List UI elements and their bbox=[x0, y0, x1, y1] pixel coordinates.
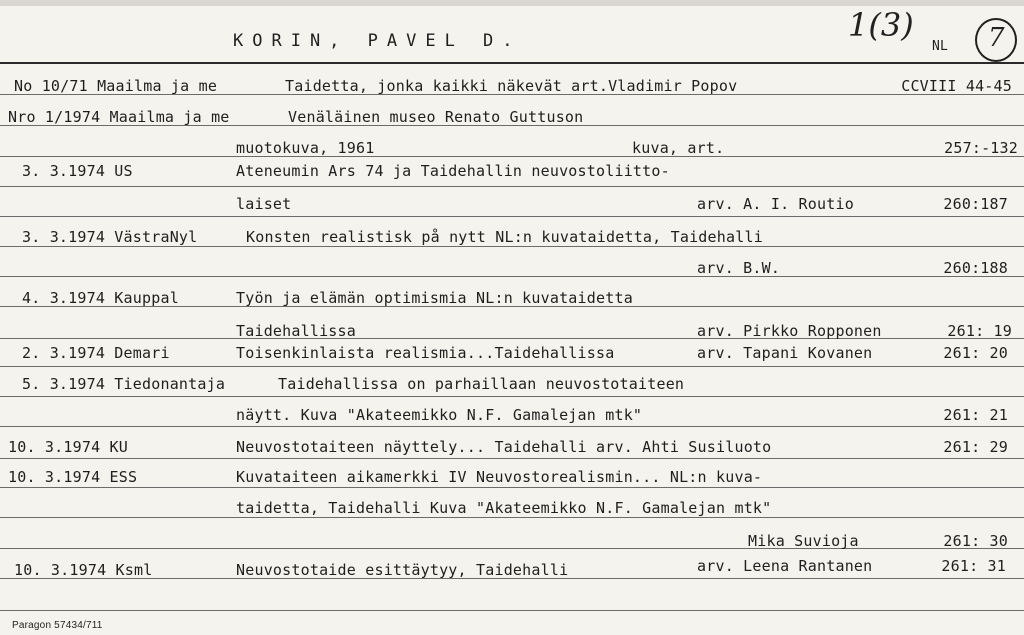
entry-source: 10. 3.1974 KU bbox=[8, 438, 128, 456]
entry-title: muotokuva, 1961 bbox=[236, 139, 375, 157]
row-rule bbox=[0, 396, 1024, 397]
entry-page: 261: 29 bbox=[943, 438, 1008, 456]
entry-reviewer: arv. Leena Rantanen bbox=[697, 557, 873, 575]
entry-title: Taidetta, jonka kaikki näkevät art.Vladimir Popov bbox=[285, 77, 738, 95]
row-rule bbox=[0, 246, 1024, 247]
entry-reviewer: arv. Pirkko Ropponen bbox=[697, 322, 882, 340]
entry-source: 10. 3.1974 Ksml bbox=[14, 561, 153, 579]
entry-title: näytt. Kuva "Akateemikko N.F. Gamalejan mtk" bbox=[236, 406, 643, 424]
entry-title: Konsten realistisk på nytt NL:n kuvataidetta, Taidehalli bbox=[246, 228, 763, 246]
entry-reviewer: arv. A. I. Routio bbox=[697, 195, 854, 213]
entry-source: 10. 3.1974 ESS bbox=[8, 468, 138, 486]
entry-source: 3. 3.1974 US bbox=[22, 162, 133, 180]
header-rule bbox=[0, 62, 1024, 64]
entry-source: No 10/71 Maailma ja me bbox=[14, 77, 218, 95]
row-rule bbox=[0, 487, 1024, 488]
row-rule bbox=[0, 458, 1024, 459]
entry-source: 5. 3.1974 Tiedonantaja bbox=[22, 375, 226, 393]
entry-page: CCVIII 44-45 bbox=[901, 77, 1012, 95]
entry-page: 260:187 bbox=[943, 195, 1008, 213]
entry-page: 261: 20 bbox=[943, 344, 1008, 362]
row-rule bbox=[0, 366, 1024, 367]
entry-title: Taidehallissa on parhaillaan neuvostotaiteen bbox=[278, 375, 685, 393]
row-rule bbox=[0, 186, 1024, 187]
entry-title: Venäläinen museo Renato Guttuson bbox=[288, 108, 584, 126]
row-rule bbox=[0, 426, 1024, 427]
entry-title: Kuvataiteen aikamerkki IV Neuvostorealismin... NL:n kuva- bbox=[236, 468, 763, 486]
entry-title: Neuvostotaiteen näyttely... Taidehalli arv. Ahti Susiluoto bbox=[236, 438, 772, 456]
entry-source: 4. 3.1974 Kauppal bbox=[22, 289, 179, 307]
entry-page: 260:188 bbox=[943, 259, 1008, 277]
entry-source: Nro 1/1974 Maailma ja me bbox=[8, 108, 230, 126]
row-rule bbox=[0, 517, 1024, 518]
row-rule bbox=[0, 216, 1024, 217]
row-rule bbox=[0, 548, 1024, 549]
handwritten-number: 1(3) bbox=[848, 6, 914, 44]
entry-page: 261: 21 bbox=[943, 406, 1008, 424]
entry-page: 261: 31 bbox=[941, 557, 1006, 575]
entry-title: Neuvostotaide esittäytyy, Taidehalli bbox=[236, 561, 569, 579]
row-rule bbox=[0, 156, 1024, 157]
entry-title: taidetta, Taidehalli Kuva "Akateemikko N.F. Gamalejan mtk" bbox=[236, 499, 772, 517]
card-name: KORIN, PAVEL D. bbox=[233, 31, 522, 51]
entry-source: 2. 3.1974 Demari bbox=[22, 344, 170, 362]
row-rule bbox=[0, 610, 1024, 611]
entry-reviewer: arv. B.W. bbox=[697, 259, 781, 277]
entry-page: 261: 19 bbox=[947, 322, 1012, 340]
card-printer-mark: Paragon 57434/711 bbox=[12, 620, 103, 631]
row-rule bbox=[0, 276, 1024, 277]
entry-page: 257:-132 bbox=[944, 139, 1018, 157]
country-code: NL bbox=[932, 39, 949, 54]
entry-source: 3. 3.1974 VästraNyl bbox=[22, 228, 198, 246]
entry-title: Taidehallissa bbox=[236, 322, 356, 340]
entry-title: Ateneumin Ars 74 ja Taidehallin neuvostoliitto- bbox=[236, 162, 670, 180]
entry-reviewer: kuva, art. bbox=[632, 139, 725, 157]
circled-number-mark bbox=[975, 18, 1017, 62]
entry-reviewer: Mika Suvioja bbox=[748, 532, 859, 550]
entry-page: 261: 30 bbox=[943, 532, 1008, 550]
entry-reviewer: arv. Tapani Kovanen bbox=[697, 344, 873, 362]
entry-title: Toisenkinlaista realismia...Taidehallissa bbox=[236, 344, 615, 362]
entry-title: Työn ja elämän optimismia NL:n kuvataidetta bbox=[236, 289, 633, 307]
circled-number: 7 bbox=[988, 23, 1005, 53]
entry-title: laiset bbox=[236, 195, 292, 213]
